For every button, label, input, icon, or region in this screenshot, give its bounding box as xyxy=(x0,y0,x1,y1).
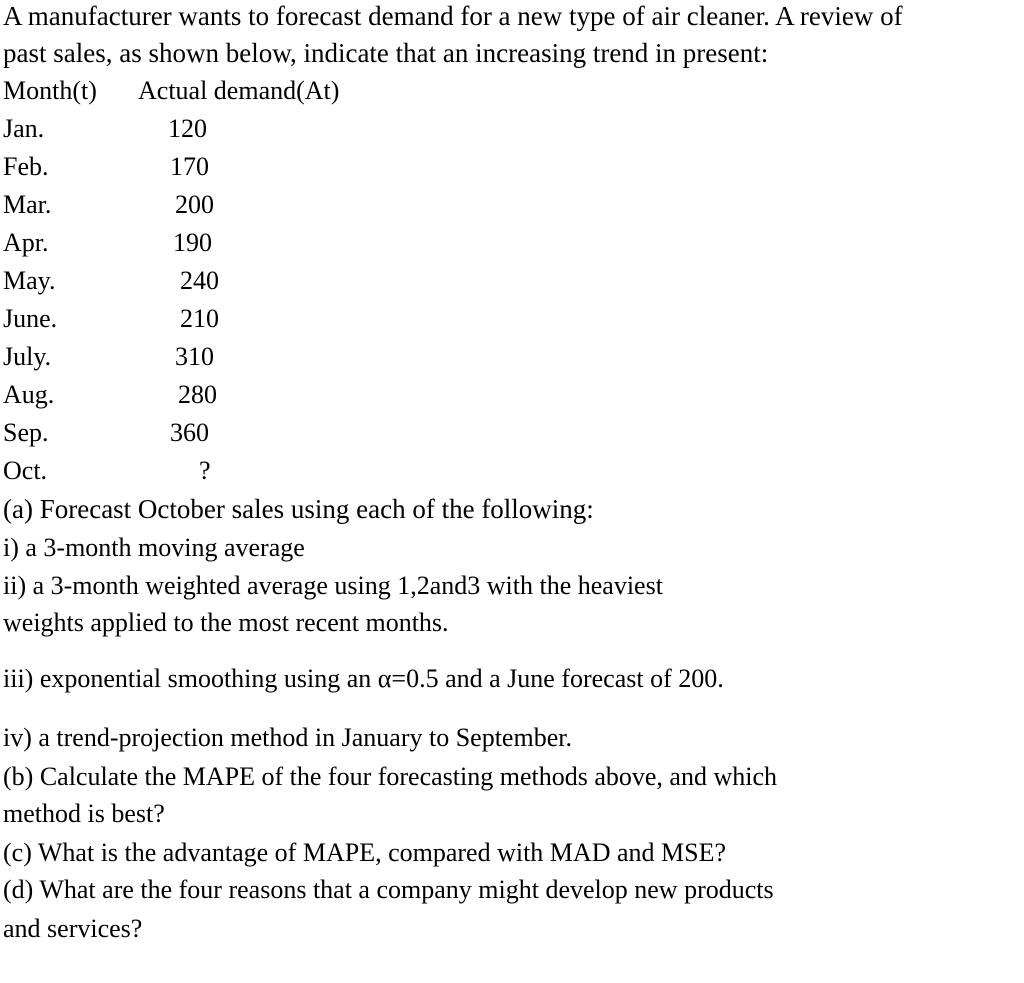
demand-value: 170 xyxy=(170,152,209,181)
question-c: (c) What is the advantage of MAPE, compared with MAD and MSE? xyxy=(3,838,727,867)
month-label: Feb. xyxy=(3,152,49,181)
question-a-ii-line-1: ii) a 3-month weighted average using 1,2and3 with the heaviest xyxy=(3,571,663,600)
question-b-line-1: (b) Calculate the MAPE of the four forecasting methods above, and which xyxy=(3,762,777,791)
demand-value: 280 xyxy=(178,380,217,409)
header-month: Month(t) xyxy=(3,76,97,105)
demand-value: 360 xyxy=(170,418,209,447)
question-a-iii: iii) exponential smoothing using an α=0.5 and a June forecast of 200. xyxy=(3,664,724,693)
month-label: Sep. xyxy=(3,418,49,447)
demand-value: 190 xyxy=(173,228,212,257)
month-label: Jan. xyxy=(3,114,45,143)
question-d-line-1: (d) What are the four reasons that a company might develop new products xyxy=(3,875,774,904)
demand-value: 310 xyxy=(175,342,214,371)
intro-line-2: past sales, as shown below, indicate that an increasing trend in present: xyxy=(3,38,769,68)
month-label: May. xyxy=(3,266,56,295)
intro-line-1: A manufacturer wants to forecast demand for a new type of air cleaner. A review of xyxy=(3,1,903,31)
question-a: (a) Forecast October sales using each of the following: xyxy=(3,494,594,524)
header-demand: Actual demand(At) xyxy=(138,76,340,105)
question-a-ii-line-2: weights applied to the most recent months. xyxy=(3,608,449,637)
question-a-iv: iv) a trend-projection method in January to September. xyxy=(3,723,572,752)
question-d-line-2: and services? xyxy=(3,914,143,943)
month-label: Oct. xyxy=(3,456,48,485)
demand-value: 240 xyxy=(180,266,219,295)
question-b-line-2: method is best? xyxy=(3,799,165,828)
demand-value: 210 xyxy=(180,304,219,333)
month-label: Apr. xyxy=(3,228,49,257)
demand-value: ? xyxy=(199,456,211,485)
demand-value: 120 xyxy=(168,114,207,143)
demand-value: 200 xyxy=(175,190,214,219)
month-label: Mar. xyxy=(3,190,52,219)
month-label: July. xyxy=(3,342,52,371)
month-label: June. xyxy=(3,304,58,333)
month-label: Aug. xyxy=(3,380,55,409)
question-a-i: i) a 3-month moving average xyxy=(3,533,305,562)
